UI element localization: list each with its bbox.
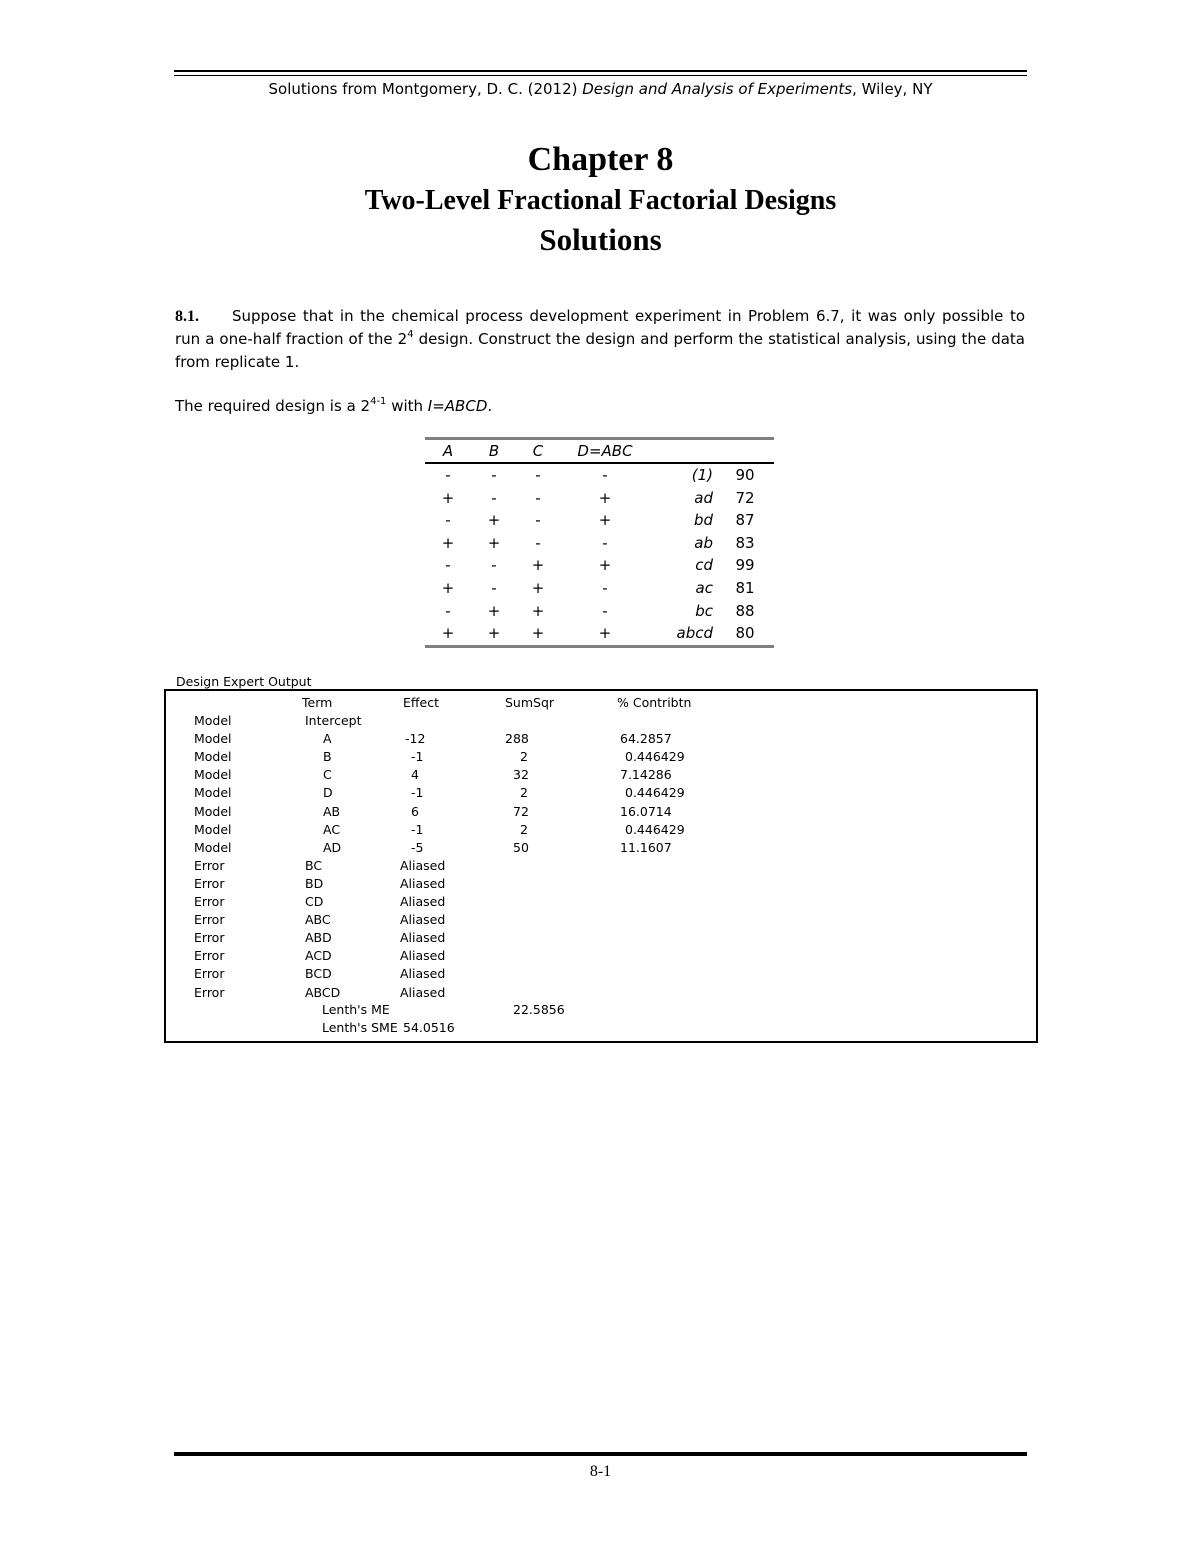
design-table-cell: bd (693, 511, 713, 530)
de-cell: 288 (505, 731, 529, 747)
de-cell: C (323, 767, 332, 783)
de-cell: Error (194, 930, 225, 946)
design-table-cell: - (602, 578, 608, 597)
de-cell: BD (305, 875, 324, 891)
de-cell: AB (323, 803, 341, 819)
design-table-row (425, 487, 774, 510)
answer-exponent: 4-1 (370, 396, 387, 407)
de-cell: Aliased (400, 966, 446, 982)
design-expert-label: Design Expert Output (176, 674, 312, 689)
problem-text-1: Suppose that in the chemical process development experiment in Problem 6.7, it was only possible to run a one-half fraction of the 2 (175, 307, 1025, 348)
de-cell: 0.446429 (625, 749, 685, 765)
lenth-me-value: 22.5856 (513, 1002, 565, 1017)
de-cell: Model (194, 731, 232, 747)
de-cell: Model (194, 839, 232, 855)
de-cell: BCD (305, 966, 332, 982)
de-cell: 11.1607 (620, 839, 672, 855)
de-col-contrib: % Contribtn (617, 695, 692, 710)
lenth-sme-label: Lenth's SME (322, 1020, 398, 1035)
de-cell: Error (194, 894, 225, 909)
de-cell: Model (194, 713, 232, 728)
de-cell: 2 (520, 785, 528, 801)
de-col-sumsqr: SumSqr (505, 695, 555, 710)
answer-mid: with (386, 397, 428, 415)
running-header (174, 80, 1027, 98)
design-table-cell: ab (694, 533, 713, 552)
de-cell: Aliased (400, 984, 446, 1000)
design-table-cell: - (491, 466, 497, 484)
problem-text-2: design. Construct the design and perform the statistical analysis, using the data from replicate 1. (175, 330, 1025, 371)
de-cell: 7.14286 (620, 767, 672, 783)
footer-rule (174, 1452, 1027, 1456)
de-cell: -1 (411, 749, 424, 765)
design-table-cell: + (487, 624, 501, 643)
de-cell: 0.446429 (625, 821, 685, 837)
de-cell: Model (194, 749, 232, 765)
design-table-cell: (1) (691, 466, 713, 484)
de-cell: CD (305, 894, 324, 909)
design-table-cell: + (487, 601, 501, 620)
design-table-cell: 88 (735, 601, 755, 620)
de-col-effect: Effect (403, 695, 439, 710)
design-table-cell: 83 (735, 533, 755, 552)
de-cell: 50 (513, 839, 529, 855)
design-expert-output-box (164, 689, 1038, 1043)
de-cell: Aliased (400, 930, 446, 946)
design-table-row (425, 464, 774, 487)
problem-exponent: 4 (407, 329, 414, 340)
de-cell: ABD (305, 930, 332, 946)
problem-number: 8.1. (175, 308, 199, 325)
design-header-cell: C (532, 442, 544, 460)
de-cell: 64.2857 (620, 731, 672, 747)
defining-relation: I=ABCD (427, 397, 488, 415)
design-table-cell: + (598, 624, 612, 643)
design-table-cell: abcd (676, 624, 713, 643)
design-table-cell: 81 (735, 578, 755, 597)
de-cell: Error (194, 966, 225, 982)
design-table-cell: + (487, 533, 501, 552)
design-table-cell: - (602, 533, 608, 552)
de-cell: 2 (520, 821, 528, 837)
de-cell: 72 (513, 803, 529, 819)
design-table-cell: - (535, 511, 541, 530)
design-table-row (425, 600, 774, 623)
header-rule-bottom (174, 75, 1027, 76)
de-cell: Intercept (305, 713, 362, 728)
design-table-header (425, 440, 774, 464)
chapter-title: Chapter 8 (527, 141, 674, 178)
design-table-cell: + (598, 556, 612, 575)
de-cell: A (323, 731, 332, 747)
design-table-cell: - (535, 466, 541, 484)
design-table-cell: - (445, 466, 451, 484)
design-table-row (425, 554, 774, 577)
design-table-cell: - (445, 511, 451, 530)
design-table-cell: + (531, 624, 545, 643)
de-cell: Aliased (400, 894, 446, 909)
de-cell: -1 (411, 785, 424, 801)
de-cell: Error (194, 875, 225, 891)
de-cell: 2 (520, 749, 528, 765)
design-table-row (425, 509, 774, 532)
design-table-cell: 87 (735, 511, 755, 530)
design-table-cell: - (491, 488, 497, 507)
de-cell: Model (194, 767, 232, 783)
de-cell: -5 (411, 839, 424, 855)
de-cell: Error (194, 912, 225, 928)
de-cell: AD (323, 839, 342, 855)
design-table-row (425, 622, 774, 645)
design-table-cell: + (598, 511, 612, 530)
de-cell: 32 (513, 767, 529, 783)
design-table-cell: - (602, 466, 608, 484)
design-header-cell: A (442, 442, 454, 460)
de-cell: AC (323, 821, 341, 837)
page-number: 8-1 (589, 1463, 612, 1480)
de-cell: Model (194, 803, 232, 819)
design-table-cell: - (535, 533, 541, 552)
de-cell: -1 (411, 821, 424, 837)
de-cell: ABCD (305, 984, 341, 1000)
design-table-cell: - (491, 556, 497, 575)
design-table-cell: + (441, 488, 455, 507)
design-table (425, 437, 774, 648)
de-cell: 0.446429 (625, 785, 685, 801)
design-table-cell: 80 (735, 624, 755, 643)
de-cell: Model (194, 785, 232, 801)
de-cell: 4 (411, 767, 419, 783)
de-cell: Aliased (400, 912, 446, 928)
de-cell: Error (194, 948, 225, 964)
de-cell: 16.0714 (620, 803, 672, 819)
design-table-cell: 99 (735, 556, 755, 575)
design-table-cell: + (531, 578, 545, 597)
design-table-row (425, 532, 774, 555)
design-header-cell: D=ABC (577, 442, 633, 460)
lenth-sme-value: 54.0516 (403, 1020, 455, 1035)
de-cell: Aliased (400, 875, 446, 891)
answer-statement (175, 395, 1025, 418)
answer-post: . (487, 397, 493, 415)
design-table-cell: + (441, 578, 455, 597)
design-table-cell: 90 (735, 466, 755, 484)
design-table-cell: + (531, 556, 545, 575)
lenth-me-label: Lenth's ME (322, 1002, 390, 1017)
answer-pre: The required design is a 2 (175, 397, 371, 415)
design-table-cell: bc (695, 601, 713, 620)
design-table-cell: - (445, 556, 451, 575)
chapter-subtitle: Two-Level Fractional Factorial Designs (364, 185, 837, 216)
design-table-cell: 72 (735, 488, 755, 507)
design-table-cell: ac (695, 578, 713, 597)
de-cell: Error (194, 857, 225, 873)
header-prefix: Solutions from Montgomery, D. C. (2012) (268, 80, 583, 98)
problem-statement (175, 305, 1025, 374)
design-table-cell: + (441, 624, 455, 643)
chapter-section: Solutions (539, 222, 662, 257)
de-cell: D (323, 785, 333, 801)
design-table-cell: - (535, 488, 541, 507)
de-cell: B (323, 749, 332, 765)
design-table-cell: + (598, 488, 612, 507)
design-table-cell: - (445, 601, 451, 620)
header-rule-top (174, 70, 1027, 72)
de-col-term: Term (302, 695, 333, 710)
design-table-cell: - (602, 601, 608, 620)
de-cell: Model (194, 821, 232, 837)
de-cell: ABC (305, 912, 331, 928)
design-table-cell: - (491, 578, 497, 597)
header-suffix: , Wiley, NY (852, 80, 933, 98)
de-cell: -12 (405, 731, 426, 747)
de-cell: Aliased (400, 857, 446, 873)
design-table-cell: ad (694, 488, 713, 507)
design-header-cell: B (488, 442, 500, 460)
design-table-cell: + (487, 511, 501, 530)
de-cell: BC (305, 857, 323, 873)
de-cell: ACD (305, 948, 332, 964)
design-table-cell: cd (695, 556, 713, 575)
header-book-title: Design and Analysis of Experiments (582, 80, 853, 98)
design-table-row (425, 577, 774, 600)
design-table-cell: + (441, 533, 455, 552)
de-cell: 6 (411, 803, 419, 819)
de-cell: Error (194, 984, 225, 1000)
de-cell: Aliased (400, 948, 446, 964)
design-table-cell: + (531, 601, 545, 620)
